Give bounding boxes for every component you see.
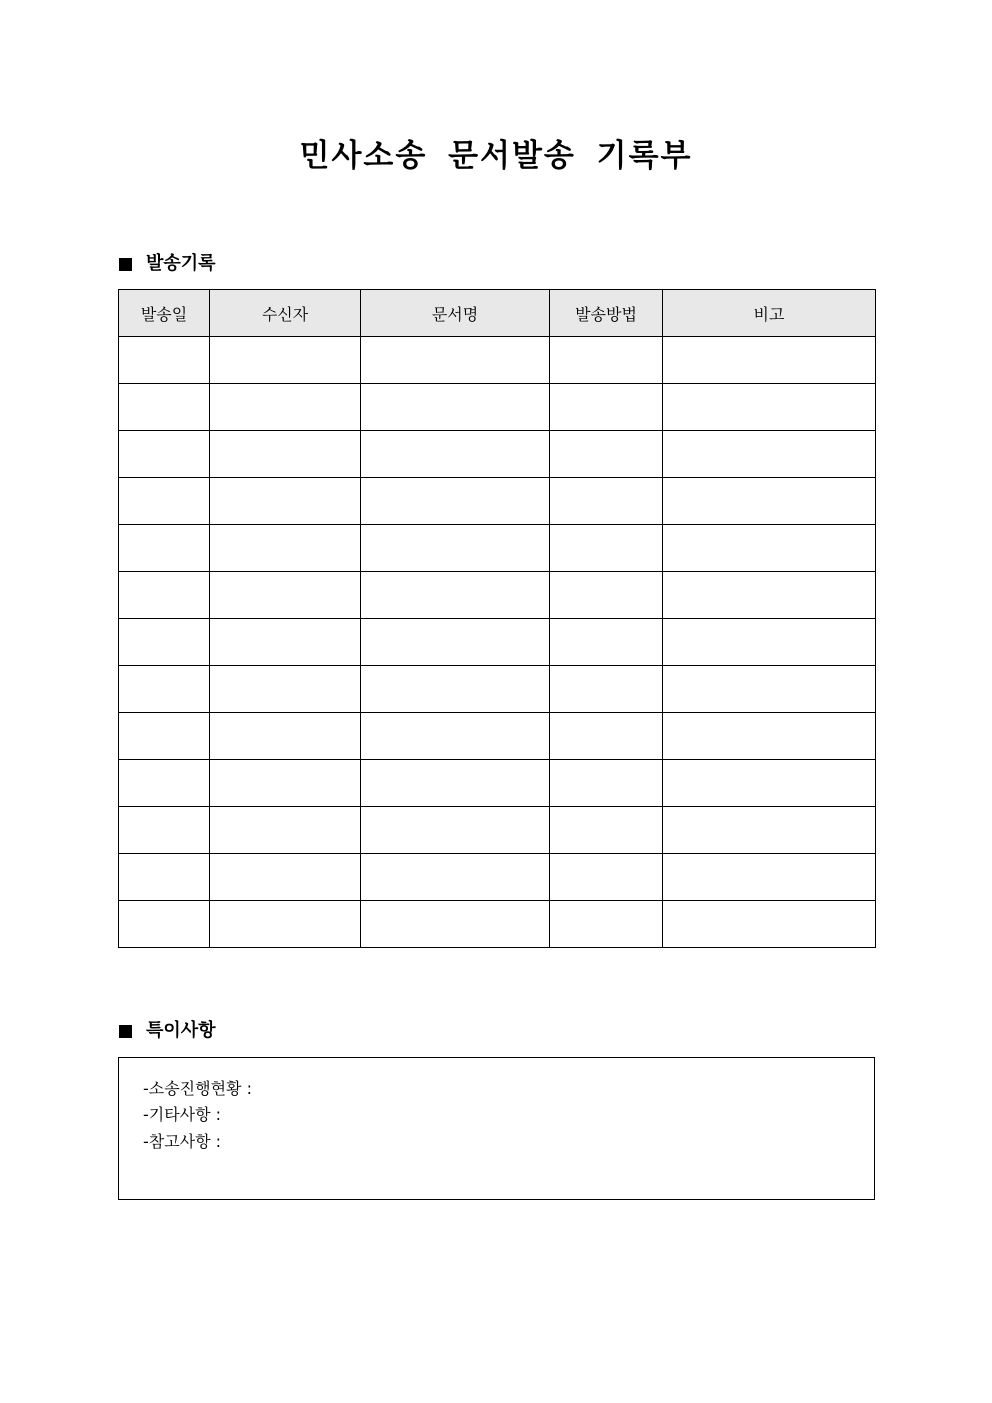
table-cell[interactable]: [550, 337, 663, 384]
table-cell[interactable]: [663, 666, 876, 713]
table-cell[interactable]: [210, 525, 361, 572]
table-cell[interactable]: [361, 431, 550, 478]
table-cell[interactable]: [361, 384, 550, 431]
table-row: [119, 478, 876, 525]
table-cell[interactable]: [210, 713, 361, 760]
section-heading-label: 발송기록: [146, 253, 216, 274]
table-cell[interactable]: [663, 619, 876, 666]
note-line-litigation-status: -소송진행현황 :: [143, 1079, 252, 1098]
table-cell[interactable]: [361, 619, 550, 666]
table-row: [119, 854, 876, 901]
table-cell[interactable]: [550, 901, 663, 948]
table-cell[interactable]: [119, 337, 210, 384]
column-header-remarks: 비고: [663, 290, 876, 337]
table-cell[interactable]: [361, 807, 550, 854]
table-cell[interactable]: [663, 901, 876, 948]
table-cell[interactable]: [361, 901, 550, 948]
table-cell[interactable]: [361, 337, 550, 384]
note-line-other-matters: -기타사항 :: [143, 1105, 222, 1124]
column-header-send-date: 발송일: [119, 290, 210, 337]
table-row: [119, 713, 876, 760]
table-cell[interactable]: [663, 760, 876, 807]
table-cell[interactable]: [663, 713, 876, 760]
section-heading-notes: [119, 1019, 216, 1043]
table-row: [119, 807, 876, 854]
table-cell[interactable]: [663, 807, 876, 854]
table-cell[interactable]: [119, 619, 210, 666]
table-cell[interactable]: [119, 901, 210, 948]
table-cell[interactable]: [210, 807, 361, 854]
section-heading-label: 특이사항: [146, 1020, 216, 1041]
table-cell[interactable]: [663, 384, 876, 431]
table-cell[interactable]: [361, 713, 550, 760]
dispatch-record-table: [118, 289, 876, 948]
table-body: [119, 337, 876, 948]
table-cell[interactable]: [119, 713, 210, 760]
table-cell[interactable]: [210, 854, 361, 901]
table-cell[interactable]: [119, 572, 210, 619]
table-cell[interactable]: [210, 572, 361, 619]
table-cell[interactable]: [210, 619, 361, 666]
table-cell[interactable]: [361, 572, 550, 619]
table-cell[interactable]: [210, 760, 361, 807]
table-cell[interactable]: [663, 572, 876, 619]
table-cell[interactable]: [119, 760, 210, 807]
table-row: [119, 572, 876, 619]
column-header-document-name: 문서명: [361, 290, 550, 337]
table-row: [119, 384, 876, 431]
table-cell[interactable]: [663, 525, 876, 572]
table-cell[interactable]: [119, 525, 210, 572]
table-cell[interactable]: [119, 666, 210, 713]
document-title: 민사소송 문서발송 기록부: [299, 138, 693, 174]
table-row: [119, 337, 876, 384]
table-row: [119, 760, 876, 807]
table-cell[interactable]: [361, 854, 550, 901]
table-cell[interactable]: [361, 525, 550, 572]
table-cell[interactable]: [119, 384, 210, 431]
table-cell[interactable]: [361, 478, 550, 525]
table-cell[interactable]: [663, 478, 876, 525]
table-row: [119, 431, 876, 478]
table-cell[interactable]: [119, 478, 210, 525]
table-cell[interactable]: [550, 807, 663, 854]
table-cell[interactable]: [550, 713, 663, 760]
table-cell[interactable]: [550, 760, 663, 807]
table-cell[interactable]: [361, 760, 550, 807]
section-heading-records: [119, 252, 216, 276]
table-cell[interactable]: [663, 337, 876, 384]
table-cell[interactable]: [361, 666, 550, 713]
table-row: [119, 619, 876, 666]
table-cell[interactable]: [550, 431, 663, 478]
special-notes-box[interactable]: [118, 1057, 875, 1200]
note-line-reference: -참고사항 :: [143, 1132, 222, 1151]
square-bullet-icon: [119, 258, 132, 271]
table-row: [119, 901, 876, 948]
table-cell[interactable]: [210, 901, 361, 948]
column-header-send-method: 발송방법: [550, 290, 663, 337]
table-cell[interactable]: [119, 807, 210, 854]
table-cell[interactable]: [210, 384, 361, 431]
table-cell[interactable]: [550, 666, 663, 713]
square-bullet-icon: [119, 1025, 132, 1038]
table-cell[interactable]: [663, 854, 876, 901]
table-header-row: [119, 290, 876, 337]
column-header-recipient: 수신자: [210, 290, 361, 337]
table-cell[interactable]: [210, 337, 361, 384]
table-cell[interactable]: [550, 384, 663, 431]
table-cell[interactable]: [663, 431, 876, 478]
table-cell[interactable]: [119, 431, 210, 478]
table-cell[interactable]: [210, 431, 361, 478]
table-cell[interactable]: [550, 525, 663, 572]
table-row: [119, 525, 876, 572]
table-cell[interactable]: [550, 572, 663, 619]
table-cell[interactable]: [550, 478, 663, 525]
table-cell[interactable]: [210, 478, 361, 525]
table-cell[interactable]: [210, 666, 361, 713]
table-cell[interactable]: [550, 619, 663, 666]
table-cell[interactable]: [550, 854, 663, 901]
table-row: [119, 666, 876, 713]
table-cell[interactable]: [119, 854, 210, 901]
